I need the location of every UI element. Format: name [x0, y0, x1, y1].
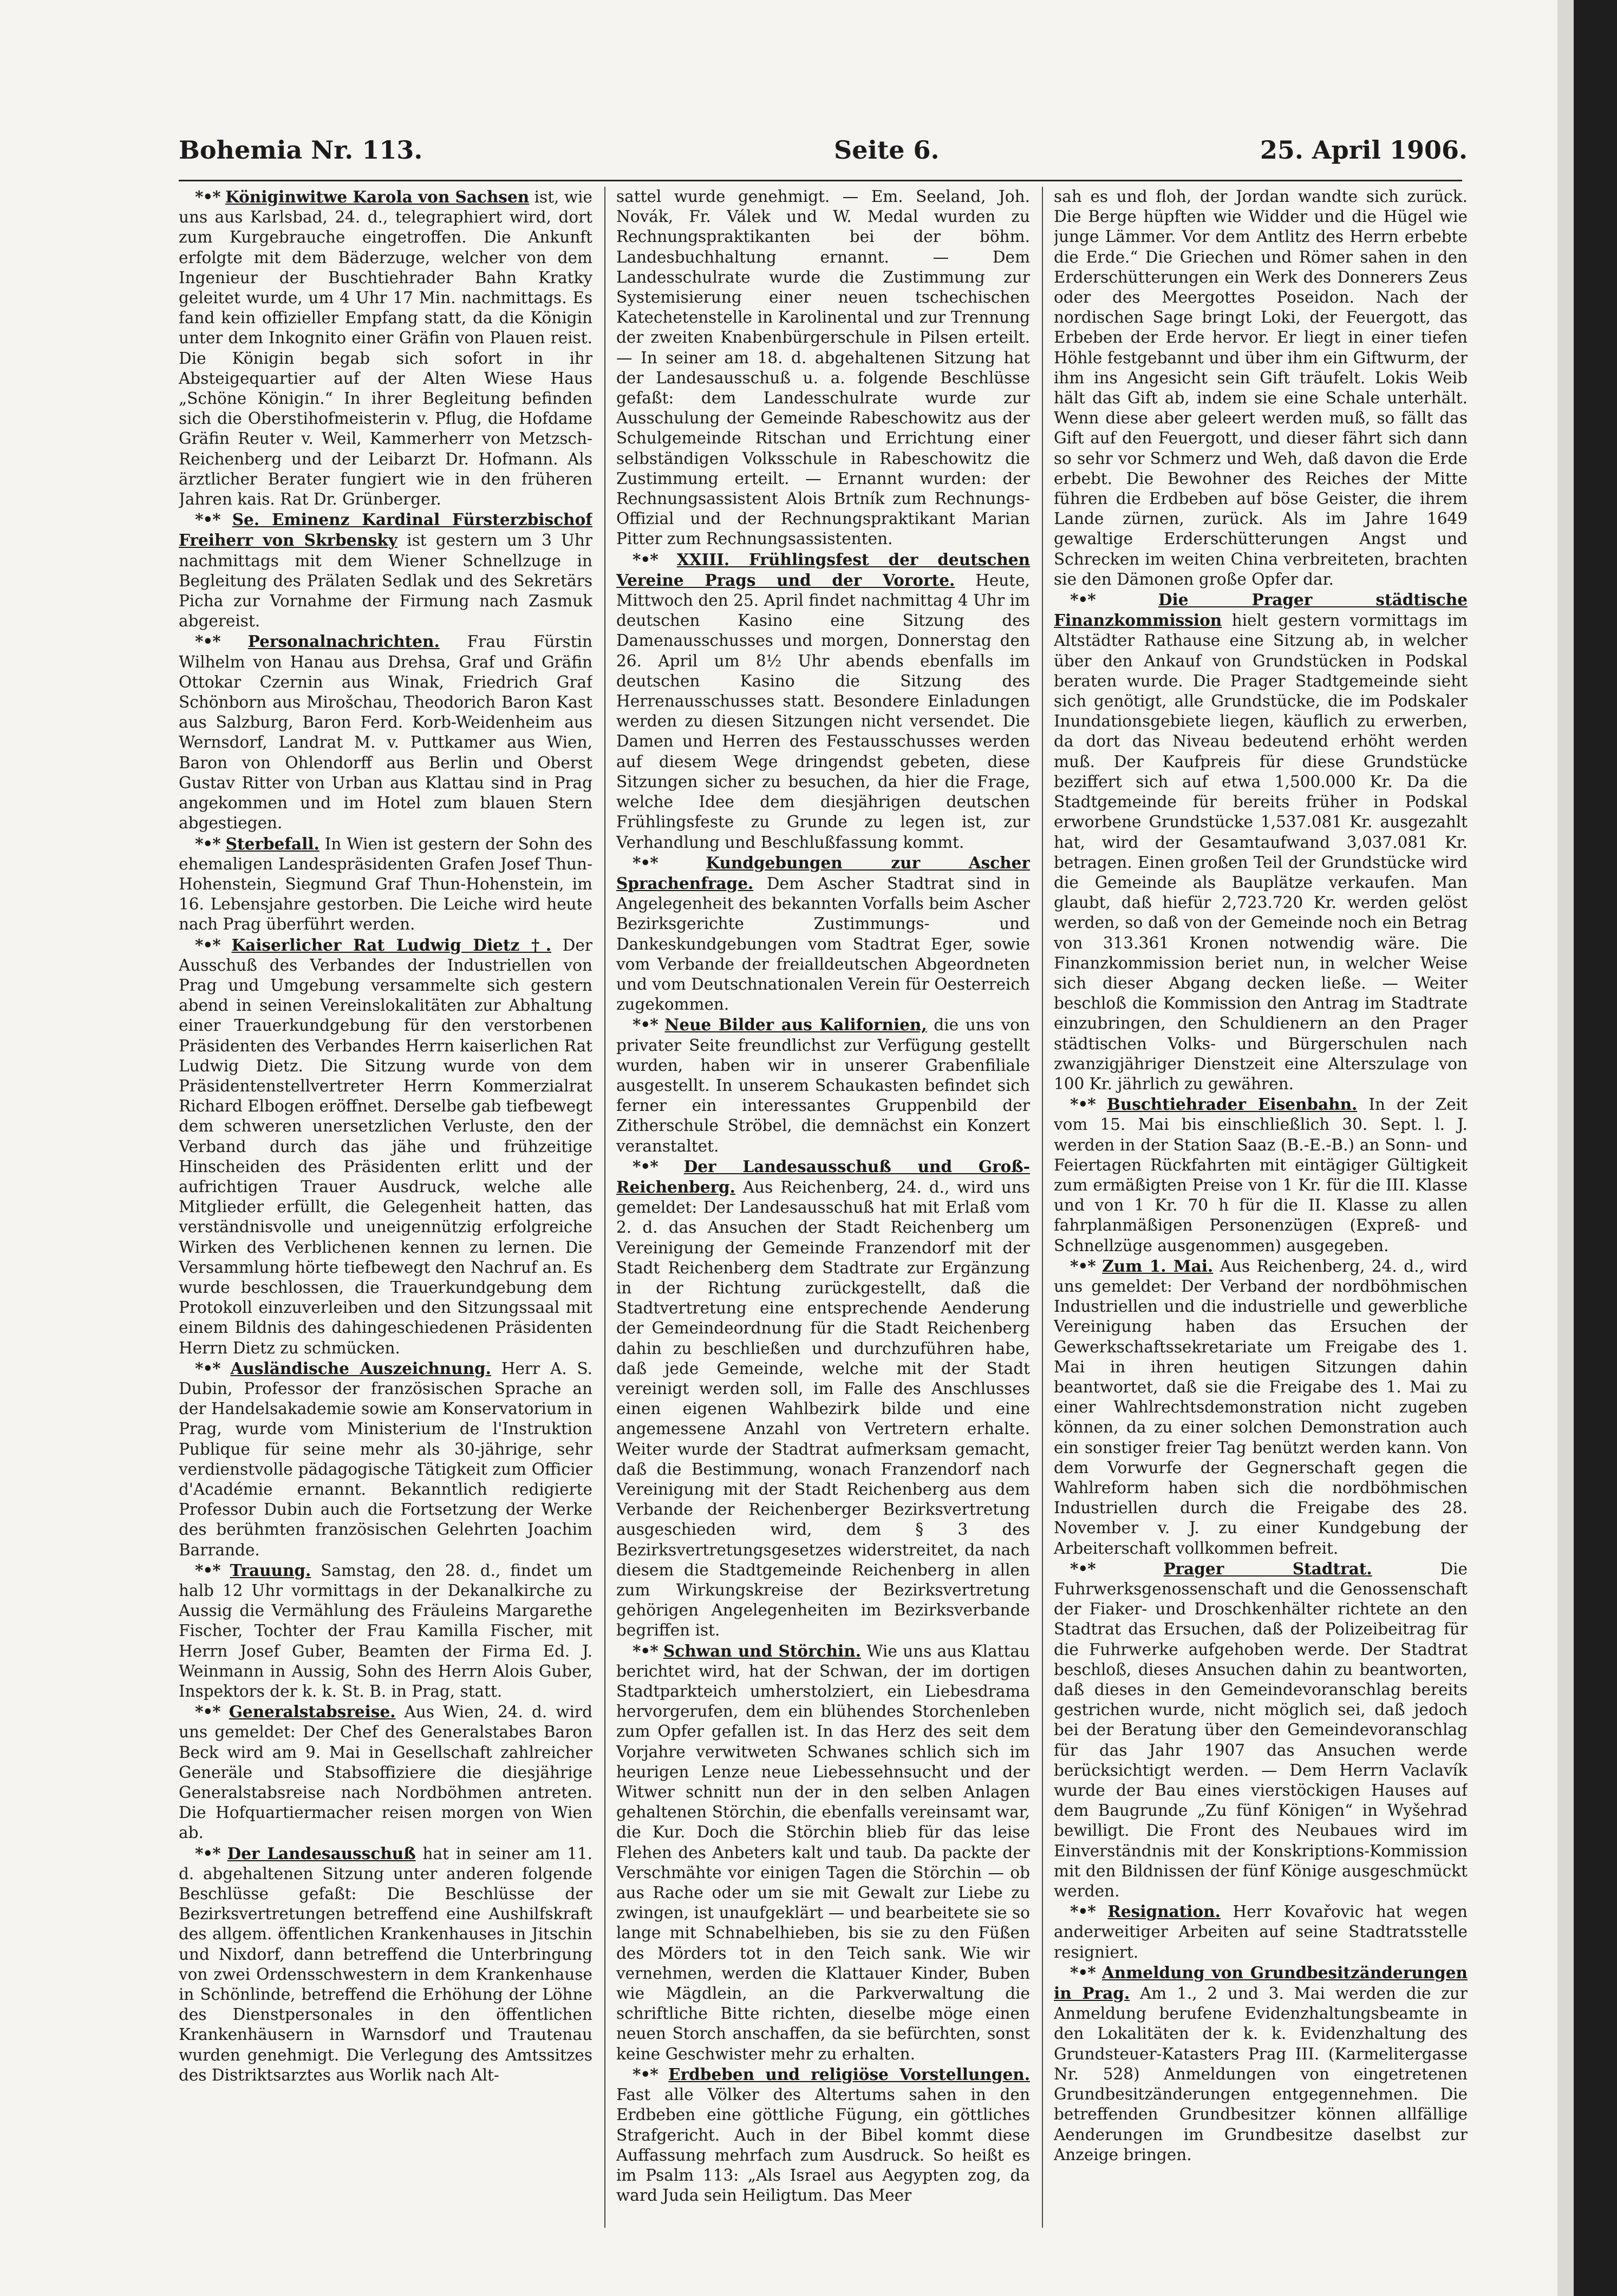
article-title: Der Landesausschuß — [227, 1843, 416, 1863]
article-body: Heute, Mittwoch den 25. April findet nachmittag 4 Uhr im deutschen Kasino eine Sitzung des Damenausschusses und morgen, Donnerstag den 26. April um 8½ Uhr abends ebenfalls im deutschen Kasino die Sitzung des Herrenausschusses statt. Besondere Einladungen werden zu diesen Sitzungen nicht versendet. Die Damen und Herren des Festausschusses werden auf diesem Wege dringendst gebeten, diese Sitzungen sicher zu besuchen, da hier die Frage, welche Idee dem diesjährigen deutschen Frühlingsfeste zu Grunde zu legen ist, zur Verhandlung und Beschlußfassung kommt. — [616, 571, 1030, 852]
article-body: Aus Wien, 24. d. wird uns gemeldet: Der Chef des Generalstabes Baron Beck wird am 9. Mai in Gesellschaft zahlreicher Generäle und Stabsoffiziere die diesjährige Generalstabsreise nach Nordböhmen antreten. Die Hofquartiermacher reisen morgen von Wien ab. — [179, 1703, 592, 1842]
article-body: Herr Kovařovic hat wegen anderweitiger Arbeiten auf seine Stadtratsstelle resigniert. — [1054, 1902, 1468, 1961]
article — [179, 509, 592, 631]
article-marker: *•* — [633, 853, 658, 872]
article-marker: *•* — [1070, 1559, 1096, 1578]
article-title: Kaiserlicher Rat Ludwig Dietz †. — [231, 935, 552, 954]
article-title: Ausländische Auszeichnung. — [230, 1358, 491, 1378]
article — [1054, 590, 1468, 1094]
article — [1054, 1256, 1468, 1559]
article-title: Generalstabsreise. — [229, 1702, 396, 1722]
article-body: Aus Reichenberg, 24. d., wird uns gemeldet: Der Landesausschuß hat mit Erlaß vom 2. d. das Ansuchen der Stadt Reichenberg um Vereinigung der Gemeinde Franzendorf mit der Stadt Reichenberg dem Stadtrate zur Ergänzung in der Richtung zurückgestellt, daß die Stadtvertretung eine entsprechende Aenderung der Gemeindeordnung für die Stadt Reichenberg dahin zu beschließen und durchzuführen habe, daß jede Gemeinde, welche mit der Stadt vereinigt werden soll, im Falle des Anschlusses einen eigenen Wahlbezirk bilde und eine angemessene Anzahl von Vertretern erhalte. Weiter wurde der Stadtrat aufmerksam gemacht, daß die Bestimmung, wonach Franzendorf nach Vereinigung mit der Stadt Reichenberg aus dem Verbande der Reichenberger Bezirksvertretung ausgeschieden wird, dem § 3 des Bezirksvertretungsgesetzes widerstreitet, da nach diesem die Stadtgemeinde Reichenberg in allen zum Wirkungskreise der Bezirksvertretung gehörigen Angelegenheiten im Bezirksverbande begriffen ist. — [616, 1178, 1030, 1640]
article-marker: *•* — [633, 1015, 658, 1035]
columns — [179, 187, 1468, 2228]
article-marker: *•* — [633, 1641, 658, 1660]
article-body: ist, wie uns aus Karlsbad, 24. d., telegraphiert wird, dort zum Kurgebrauche eingetroffen. Die Ankunft erfolgte mit dem Bäderzuge, welcher von dem Ingenieur der Buschtiehrader Bahn Kratky geleitet wurde, um 4 Uhr 17 Min. nachmittags. Es fand kein offizieller Empfang statt, da die Königin unter dem Inkognito einer Gräfin von Plauen reist. Die Königin begab sich sofort in ihr Absteigequartier auf der Alten Wiese Haus „Schöne Königin.“ In ihrer Begleitung befinden sich die Oberstihofmeisterin v. Pflug, die Hofdame Gräfin Reuter v. Weil, Kammerherr von Metzsch-Reichenberg und der Leibarzt Dr. Hofmann. Als ärztlicher Berater fungiert wie in den früheren Jahren kais. Rat Dr. Grünberger. — [179, 188, 592, 509]
article-marker: *•* — [633, 1156, 658, 1176]
article — [179, 631, 592, 833]
article-title: Resignation. — [1107, 1902, 1221, 1921]
issue-date: 25. April 1906. — [1260, 135, 1468, 165]
article-title: Neue Bilder aus Kalifornien, — [664, 1015, 927, 1035]
article-marker: *•* — [1070, 1256, 1096, 1275]
column-3 — [1054, 187, 1468, 2228]
scan-edge — [1557, 0, 1574, 2296]
column-2 — [616, 187, 1030, 2228]
article-title: Die Prager städtische Finanzkommission — [1054, 590, 1468, 630]
article-title: Königinwitwe Karola von Sachsen — [225, 187, 530, 206]
article-marker: *•* — [1070, 1963, 1096, 1982]
article-title: Buschtiehrader Eisenbahn. — [1106, 1095, 1358, 1114]
article-title: Erdbeben und religiöse Vorstellungen. — [668, 2064, 1030, 2084]
page-number: Seite 6. — [834, 135, 940, 165]
article-body: hielt gestern vormittags im Altstädter Rathause eine Sitzung ab, in welcher über den Ankauf von Grundstücken in Podskal beraten wurde. Die Prager Stadtgemeinde sieht sich genötigt, alle Grundstücke, die im Podskaler Inundationsgebiete liegen, käuflich zu erwerben, da dort das Niveau bedeutend erhöht werden muß. Der Kaufpreis für diese Grundstücke beziffert sich auf etwa 1,500.000 Kr. Da die Stadtgemeinde für bereits früher in Podskal erworbene Grundstücke 1,537.081 Kr. ausgezahlt hat, wird der Gesamtaufwand 3,037.081 Kr. betragen. Einen großen Teil der Grundstücke wird die Gemeinde als Bauplätze verkaufen. Man glaubt, daß hiefür 2,723.720 Kr. werden gelöst werden, so daß von der Gemeinde noch ein Betrag von 313.361 Kronen notwendig wäre. Die Finanzkommission beriet nun, in welcher Weise sich dieser Abgang decken ließe. — Weiter beschloß die Kommission den Antrag im Stadtrate einzubringen, den Schuldienern an den Prager städtischen Volks- und Bürgerschulen nach zwanzigjähriger Dienstzeit eine Alterszulage von 100 Kr. jährlich zu gewähren. — [1054, 611, 1468, 1093]
article-body: Samstag, den 28. d., findet um halb 12 Uhr vormittags in der Dekanalkirche zu Aussig die Vermählung des Fräuleins Margarethe Fischer, Tochter der Frau Kamilla Fischer, mit Herrn Josef Guber, Beamten der Firma Ed. J. Weinmann in Aussig, Sohn des Herrn Alois Guber, Inspektors der k. k. St. B. in Prag, statt. — [179, 1561, 592, 1701]
article — [179, 1560, 592, 1702]
article-title: Personalnachrichten. — [247, 632, 440, 651]
article — [616, 2064, 1030, 2206]
article-body: Frau Fürstin Wilhelm von Hanau aus Drehsa, Graf und Gräfin Ottokar Czernin aus Winak, Friedrich Graf Schönborn aus Mirošchau, Theodorich Baron Kast aus Salzburg, Baron Ferd. Korb-Weidenheim aus Wernsdorf, Landrat M. v. Puttkamer aus Wien, Baron von Ohlendorff aus Berlin und Oberst Gustav Ritter von Urban aus Klattau sind in Prag angekommen und im Hotel zum blauen Stern abgestiegen. — [179, 632, 592, 833]
column-rule — [1042, 187, 1043, 2228]
article-marker: *•* — [195, 834, 220, 853]
article-body: In Wien ist gestern der Sohn des ehemaligen Landespräsidenten Grafen Josef Thun-Hohenstein, Siegmund Graf Thun-Hohenstein, im 16. Lebensjahre gestorben. Die Leiche wird heute nach Prag überführt werden. — [179, 834, 592, 934]
article — [616, 1015, 1030, 1156]
article-marker: *•* — [1070, 1095, 1096, 1114]
article-title: Se. Eminenz Kardinal Fürsterzbischof Freiherr von Skrbensky — [179, 510, 592, 550]
article — [1054, 1963, 1468, 2165]
article-marker: *•* — [195, 632, 220, 651]
article-body: Wie uns aus Klattau berichtet wird, hat der Schwan, der im dortigen Stadtparkteich umherstolziert, ein Liebesdrama hervorgerufen, dem ein blühendes Storchenleben zum Opfer gefallen ist. In das Herz des seit dem Vorjahre verwitweten Schwanes schlich sich im heurigen Lenze neue Liebessehnsucht und der Witwer schnitt nun der in den selben Anlagen gehaltenen Störchin, die ebenfalls vereinsamt war, die Kur. Doch die Störchin blieb für das leise Flehen des Anbeters kalt und taub. Da packte der Verschmähte vor einigen Tagen die Störchin — ob aus Rache oder um sie mit Gewalt zur Liebe zu zwingen, ist unaufgeklärt — und bearbeitete sie so lange mit Schnabelhieben, bis sie zu den Füßen des Mörders tot in den Teich sank. Wie wir vernehmen, werden die Klattauer Kinder, Buben wie Mägdlein, an die Parkverwaltung die schriftliche Bitte richten, dieselbe möge einen neuen Storch anschaffen, da sie befürchten, sonst keine Geschwister mehr zu erhalten. — [616, 1641, 1030, 2063]
header-rule — [179, 180, 1462, 181]
article-marker: *•* — [1070, 590, 1096, 610]
article-body: Herr A. S. Dubin, Professor der französischen Sprache an der Handelsakademie sowie am Konservatorium in Prag, wurde vom Ministerium de l'Instruktion Publique für seine mehr als 30-jährige, sehr verdienstvolle pädagogische Tätigkeit zum Officier d'Académie ernannt. Bekanntlich redigierte Professor Dubin auch die Fortsetzung der Werke des berühmten französischen Gelehrten Joachim Barrande. — [179, 1359, 592, 1559]
scan-border — [1574, 0, 1617, 2296]
article — [179, 834, 592, 935]
column-1 — [179, 187, 592, 2228]
article — [616, 853, 1030, 1015]
article-title: Anmeldung von Grundbesitzänderungen in Prag. — [1054, 1963, 1468, 2003]
article-marker: *•* — [633, 550, 658, 569]
article-title: Schwan und Störchin. — [663, 1641, 861, 1660]
article-marker: *•* — [195, 510, 220, 529]
article — [179, 1702, 592, 1843]
article-title: XXIII. Frühlingsfest der deutschen Vereine Prags und der Vororte. — [616, 550, 1030, 590]
article — [616, 1156, 1030, 1641]
article-body: Der Ausschuß des Verbandes der Industriellen von Prag und Umgebung versammelte sich gestern abend in seinen Vereinslokalitäten zur Abhaltung einer Trauerkundgebung für den verstorbenen Präsidenten des Verbandes Herrn kaiserlichen Rat Ludwig Dietz. Die Sitzung wurde von dem Präsidentenstellvertreter Herrn Kommerzialrat Richard Elbogen eröffnet. Derselbe gab tiefbewegt dem schweren unersetzlichen Verluste, den der Verband durch das jähe und frühzeitige Hinscheiden des Präsidenten erlitt und der aufrichtigen Trauer Ausdruck, welche alle Mitglieder erfüllt, die Gelegenheit hatten, das verständnisvolle und uneigennützig erfolgreiche Wirken des Verblichenen kennen zu lernen. Die Versammlung hörte tiefbewegt den Nachruf an. Es wurde beschlossen, die Trauerkundgebung dem Protokoll einzuverleiben und den Sitzungssaal mit einem Bildnis des dahingeschiedenen Präsidenten Herrn Dietz zu schmücken. — [179, 936, 592, 1357]
article — [179, 1843, 592, 2085]
article — [179, 187, 592, 509]
article-marker: *•* — [195, 935, 220, 954]
article-marker: *•* — [195, 1843, 220, 1863]
article-marker: *•* — [633, 2064, 658, 2084]
article-body: ist gestern um 3 Uhr nachmittags mit dem Wiener Schnellzuge in Begleitung des Prälaten Sedlak und des Sekretärs Picha zur Vornahme der Firmung nach Zasmuk abgereist. — [179, 531, 592, 631]
article-title: Zum 1. Mai. — [1102, 1256, 1214, 1275]
article — [1054, 1094, 1468, 1256]
page-header — [179, 135, 1468, 179]
article-title: Sterbefall. — [225, 834, 320, 853]
article-title: Der Landesausschuß und Groß-Reichenberg. — [616, 1156, 1030, 1196]
article-title: Kundgebungen zur Ascher Sprachenfrage. — [616, 853, 1030, 893]
article-body: die uns von privater Seite freundlichst zur Verfügung gestellt wurden, haben wir in unserer Grabenfiliale ausgestellt. In unserem Schaukasten befindet sich ferner ein interessantes Gruppenbild der Zitherschule Ströbel, die demnächst ein Konzert veranstaltet. — [616, 1016, 1030, 1155]
article-continuation: sattel wurde genehmigt. — Em. Seeland, Joh. Novák, Fr. Válek und W. Medal wurden zu Rechnungspraktikanten bei der böhm. Landesbuchhaltung ernannt. — Dem Landesschulrate wurde die Zustimmung zur Systemisierung einer neuen tschechischen Katechetenstelle in Karolinental und zur Trennung der zweiten Knabenbürgerschule in Pilsen erteilt. — In seiner am 18. d. abgehaltenen Sitzung hat der Landesausschuß u. a. folgende Beschlüsse gefaßt: dem Landesschulrate wurde zur Ausschulung der Gemeinde Rabeschowitz aus der Schulgemeinde Ritschan und Errichtung einer selbständigen Volksschule in Rabeschowitz die Zustimmung erteilt. — Ernannt wurden: der Rechnungsassistent Alois Brtník zum Rechnungs-Offizial und der Rechnungspraktikant Marian Pitter zum Rechnungsassistenten. — [616, 187, 1030, 548]
article-marker: *•* — [195, 1560, 220, 1580]
article — [1054, 1901, 1468, 1963]
article-body: hat in seiner am 11. d. abgehaltenen Sitzung unter anderen folgende Beschlüsse gefaßt: Die Beschlüsse der Bezirksvertretungen betreffend eine Aushilfskraft des allgem. öffentlichen Krankenhauses in Jitschin und Nixdorf, dann betreffend die Unterbringung von zwei Ordensschwestern in dem Krankenhause in Schönlinde, betreffend die Erhöhung der Löhne des Dienstpersonales in den öffentlichen Krankenhäusern in Warnsdorf und Trautenau wurden genehmigt. Die Verlegung des Amtssitzes des Distriktsarztes aus Worlik nach Alt- — [179, 1844, 592, 2084]
article-body: In der Zeit vom 15. Mai bis einschließlich 30. Sept. l. J. werden in der Station Saaz (B.-E.-B.) an Sonn- und Feiertagen Rückfahrten mit eintägiger Gültigkeit zum ermäßigten Preise von 1 Kr. für die III. Klasse und von 1 Kr. 70 h für die II. Klasse zu allen fahrplanmäßigen Personenzügen (Expreß- und Schnellzüge ausgenommen) ausgegeben. — [1054, 1095, 1468, 1255]
article-marker: *•* — [195, 187, 220, 206]
paper-name: Bohemia Nr. 113. — [179, 135, 423, 165]
article-title: Trauung. — [230, 1560, 311, 1580]
article-marker: *•* — [1070, 1902, 1096, 1921]
article-marker: *•* — [195, 1702, 220, 1722]
article-body: Dem Ascher Stadtrat sind in Angelegenheit des bekannten Vorfalls beim Ascher Bezirksgerichte Zustimmungs- und Dankeskundgebungen vom Stadtrat Eger, sowie vom Verbande der freialldeutschen Abgeordneten und vom Deutschnationalen Verein für Oesterreich zugekommen. — [616, 874, 1030, 1014]
article-title: Prager Stadtrat. — [1163, 1559, 1372, 1578]
article-continuation: sah es und floh, der Jordan wandte sich zurück. Die Berge hüpften wie Widder und die Hügel wie junge Lämmer. Vor dem Antlitz des Herrn erbebte die Erde.“ Die Griechen und Römer sahen in den Erderschütterungen ein Werk des Donnerers Zeus oder des Meergottes Poseidon. Nach der nordischen Sage bringt Loki, der Feuergott, das Erbeben der Erde hervor. Er liegt in einer tiefen Höhle festgebannt und über ihm ein Giftwurm, der ihm ins Angesicht sein Gift träufelt. Lokis Weib hält das Gift ab, indem sie eine Schale unterhält. Wenn diese aber geleert werden muß, so fällt das Gift auf den Feuergott, und dieser fährt sich dann so sehr vor Schmerz und Weh, daß davon die Erde erbebt. Die Bewohner des Reiches der Mitte führen die Erdbeben auf böse Geister, die ihrem Lande zürnen, zurück. Als im Jahre 1649 gewaltige Erderschütterungen Angst und Schrecken im weiten China verbreiteten, brachten sie den Dämonen große Opfer dar. — [1054, 187, 1468, 588]
article-marker: *•* — [195, 1358, 220, 1378]
article — [179, 935, 592, 1358]
article — [179, 1358, 592, 1560]
article-body: Am 1., 2 und 3. Mai werden die zur Anmeldung berufene Evidenzhaltungsbeamte in den Lokalitäten der k. k. Evidenzhaltung des Grundsteuer-Katasters Prag III. (Karmelitergasse Nr. 528) Anmeldungen von eingetretenen Grundbesitzänderungen entgegennehmen. Die betreffenden Grundbesitzer können allfällige Aenderungen im Grundbesitze daselbst zur Anzeige bringen. — [1054, 1984, 1468, 2164]
article-body: Fast alle Völker des Altertums sahen in den Erdbeben eine göttliche Fügung, ein göttliches Strafgericht. Auch in der Bibel kommt diese Auffassung mehrfach zum Ausdruck. So heißt es im Psalm 113: „Als Israel aus Aegypten zog, da ward Juda sein Heiligtum. Das Meer — [616, 2085, 1030, 2205]
article — [616, 1641, 1030, 2064]
article — [616, 550, 1030, 853]
article — [1054, 1559, 1468, 1901]
article-body: Die Fuhrwerksgenossenschaft und die Genossenschaft der Fiaker- und Droschkenhälter richtete an den Stadtrat das Ersuchen, daß der Polizeibeitrag für die Fuhrwerke aufgehoben werde. Der Stadtrat beschloß, dieses Ansuchen dahin zu beantworten, daß dieses in den Gemeindevoranschlag bereits gestrichen wurde, nicht möglich sei, daß jedoch bei der Beratung über den Gemeindevoranschlag für das Jahr 1907 das Ansuchen werde berücksichtigt werden. — Dem Herrn Vaclavík wurde der Bau eines vierstöckigen Hauses auf dem Baugrunde „Zu fünf Königen“ in Wyšehrad bewilligt. Die Front des Neubaues wird im Einverständnis mit der Konskriptions-Kommission mit den Bildnissen der fünf Könige ausgeschmückt werden. — [1054, 1559, 1468, 1901]
article-body: Aus Reichenberg, 24. d., wird uns gemeldet: Der Verband der nordböhmischen Industriellen und die industrielle und gewerbliche Vereinigung haben das Ersuchen der Gewerkschaftssekretariate um Freigabe des 1. Mai in ihren heutigen Sitzungen dahin beantwortet, daß sie die Freigabe des 1. Mai zu einer Wahlrechtsdemonstration nicht zugeben können, da zu einer solchen Demonstration auch ein sonstiger freier Tag benützt werden kann. Von dem Vorwurfe der Gegnerschaft gegen die Wahlreform haben sich die nordböhmischen Industriellen durch die Freigabe des 28. November v. J. zu einer Kundgebung der Arbeiterschaft vollkommen befreit. — [1054, 1257, 1468, 1558]
column-rule — [604, 187, 605, 2228]
